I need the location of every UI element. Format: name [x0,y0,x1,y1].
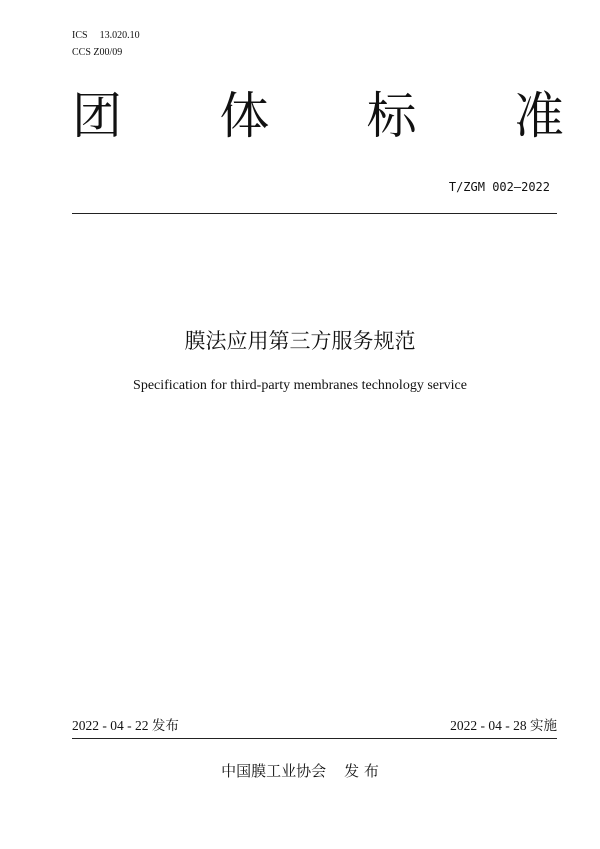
title-char: 体 [219,87,270,145]
ics-label: ICS [72,30,88,41]
publisher-label: 发 布 [344,762,379,780]
title-char: 准 [513,87,564,145]
ccs-classification: CCS Z00/09 [72,47,123,58]
publisher-line [0,760,600,782]
ics-classification [72,30,140,42]
top-divider [72,213,557,214]
implementation-date: 2022 - 04 - 28 实施 [450,718,557,733]
title-char: 标 [366,87,417,145]
bottom-divider [72,738,557,739]
publish-date: 2022 - 04 - 22 发布 [72,718,179,733]
standard-number: T/ZGM 002—2022 [448,180,550,194]
document-type-title [72,86,564,146]
ics-code: 13.020.10 [99,30,140,41]
title-char: 团 [72,87,122,145]
standard-title-chinese: 膜法应用第三方服务规范 [184,329,416,353]
publisher-name: 中国膜工业协会 [221,762,327,780]
standard-title-english: Specification for third-party membranes technology service [133,378,467,393]
